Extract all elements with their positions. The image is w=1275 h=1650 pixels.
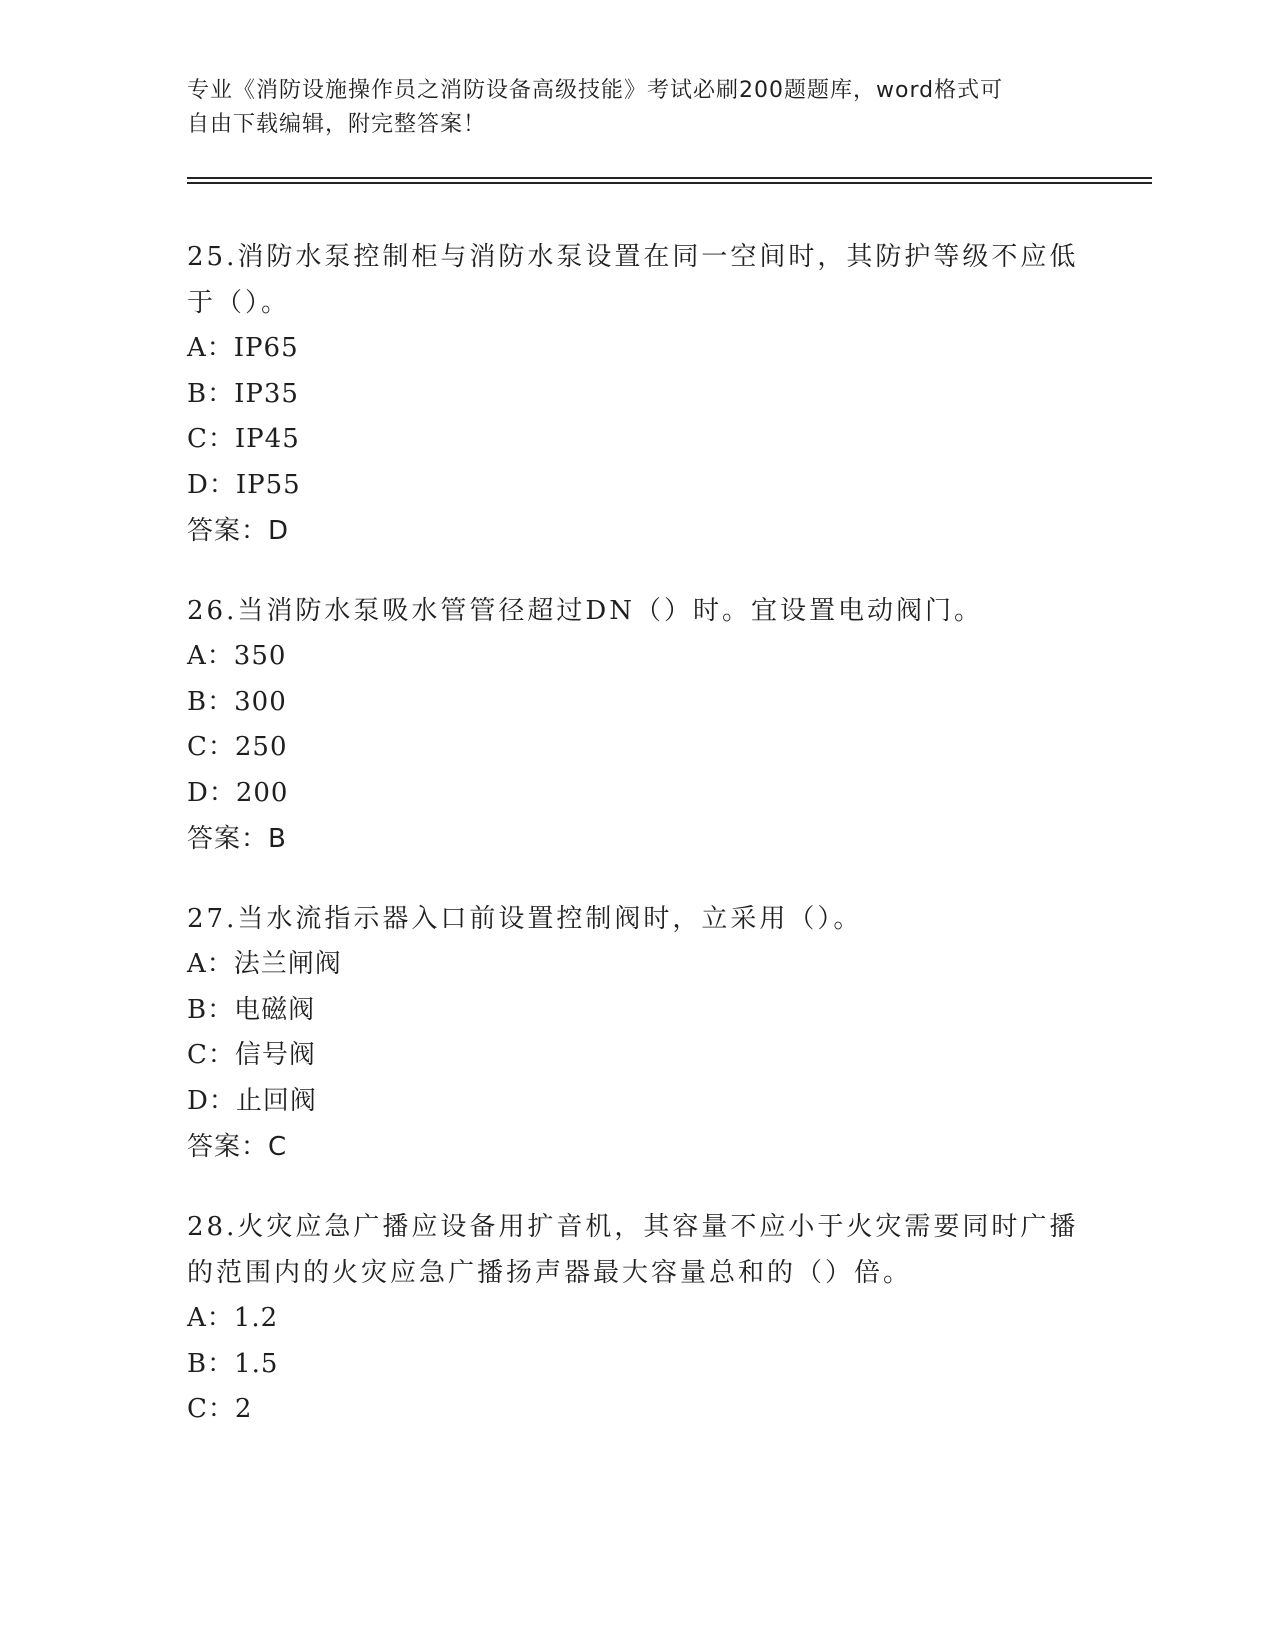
option-b: B：电磁阀 <box>187 994 316 1025</box>
option-a: A：法兰闸阀 <box>187 949 342 979</box>
question-stem <box>187 1204 1087 1296</box>
option-a: A：1.2 <box>187 1303 279 1333</box>
header-line-1: 专业《消防设施操作员之消防设备高级技能》考试必刷200题题库，word格式可 <box>187 78 1004 103</box>
option-c: C：信号阀 <box>187 1040 316 1070</box>
question-26 <box>187 588 1087 862</box>
stem-line: 于（）。 <box>187 288 291 318</box>
header-line-2: 自由下载编辑，附完整答案！ <box>187 112 487 137</box>
option-b: B：1.5 <box>187 1348 279 1379</box>
question-stem <box>187 896 1087 942</box>
header-divider-bottom <box>187 182 1152 184</box>
header-divider-top <box>187 177 1152 179</box>
option-b: B：IP35 <box>187 378 299 409</box>
option-a: A：350 <box>187 641 287 671</box>
option-d: D：止回阀 <box>187 1085 317 1116</box>
answer-line: 答案：C <box>187 1132 288 1162</box>
question-stem <box>187 234 1087 326</box>
question-28 <box>187 1204 1087 1433</box>
stem-line: 27.当水流指示器入口前设置控制阀时，立采用（）。 <box>187 904 863 934</box>
option-d: D：IP55 <box>187 469 301 500</box>
option-b: B：300 <box>187 686 287 717</box>
answer-line: 答案：D <box>187 516 290 546</box>
question-stem <box>187 588 1087 634</box>
stem-line: 28.火灾应急广播应设备用扩音机，其容量不应小于火灾需要同时广播 <box>187 1212 1079 1242</box>
stem-line: 25.消防水泵控制柜与消防水泵设置在同一空间时，其防护等级不应低 <box>187 242 1079 272</box>
option-c: C：250 <box>187 732 288 762</box>
option-c: C：IP45 <box>187 424 300 454</box>
stem-line: 的范围内的火灾应急广播扬声器最大容量总和的（）倍。 <box>187 1258 913 1288</box>
question-list <box>187 234 1087 1467</box>
document-header <box>187 74 1087 142</box>
option-a: A：IP65 <box>187 333 299 363</box>
option-c: C：2 <box>187 1394 253 1424</box>
option-d: D：200 <box>187 777 289 808</box>
question-25 <box>187 234 1087 554</box>
stem-line: 26.当消防水泵吸水管管径超过DN（）时。宜设置电动阀门。 <box>187 596 983 626</box>
question-27 <box>187 896 1087 1170</box>
answer-line: 答案：B <box>187 824 287 854</box>
